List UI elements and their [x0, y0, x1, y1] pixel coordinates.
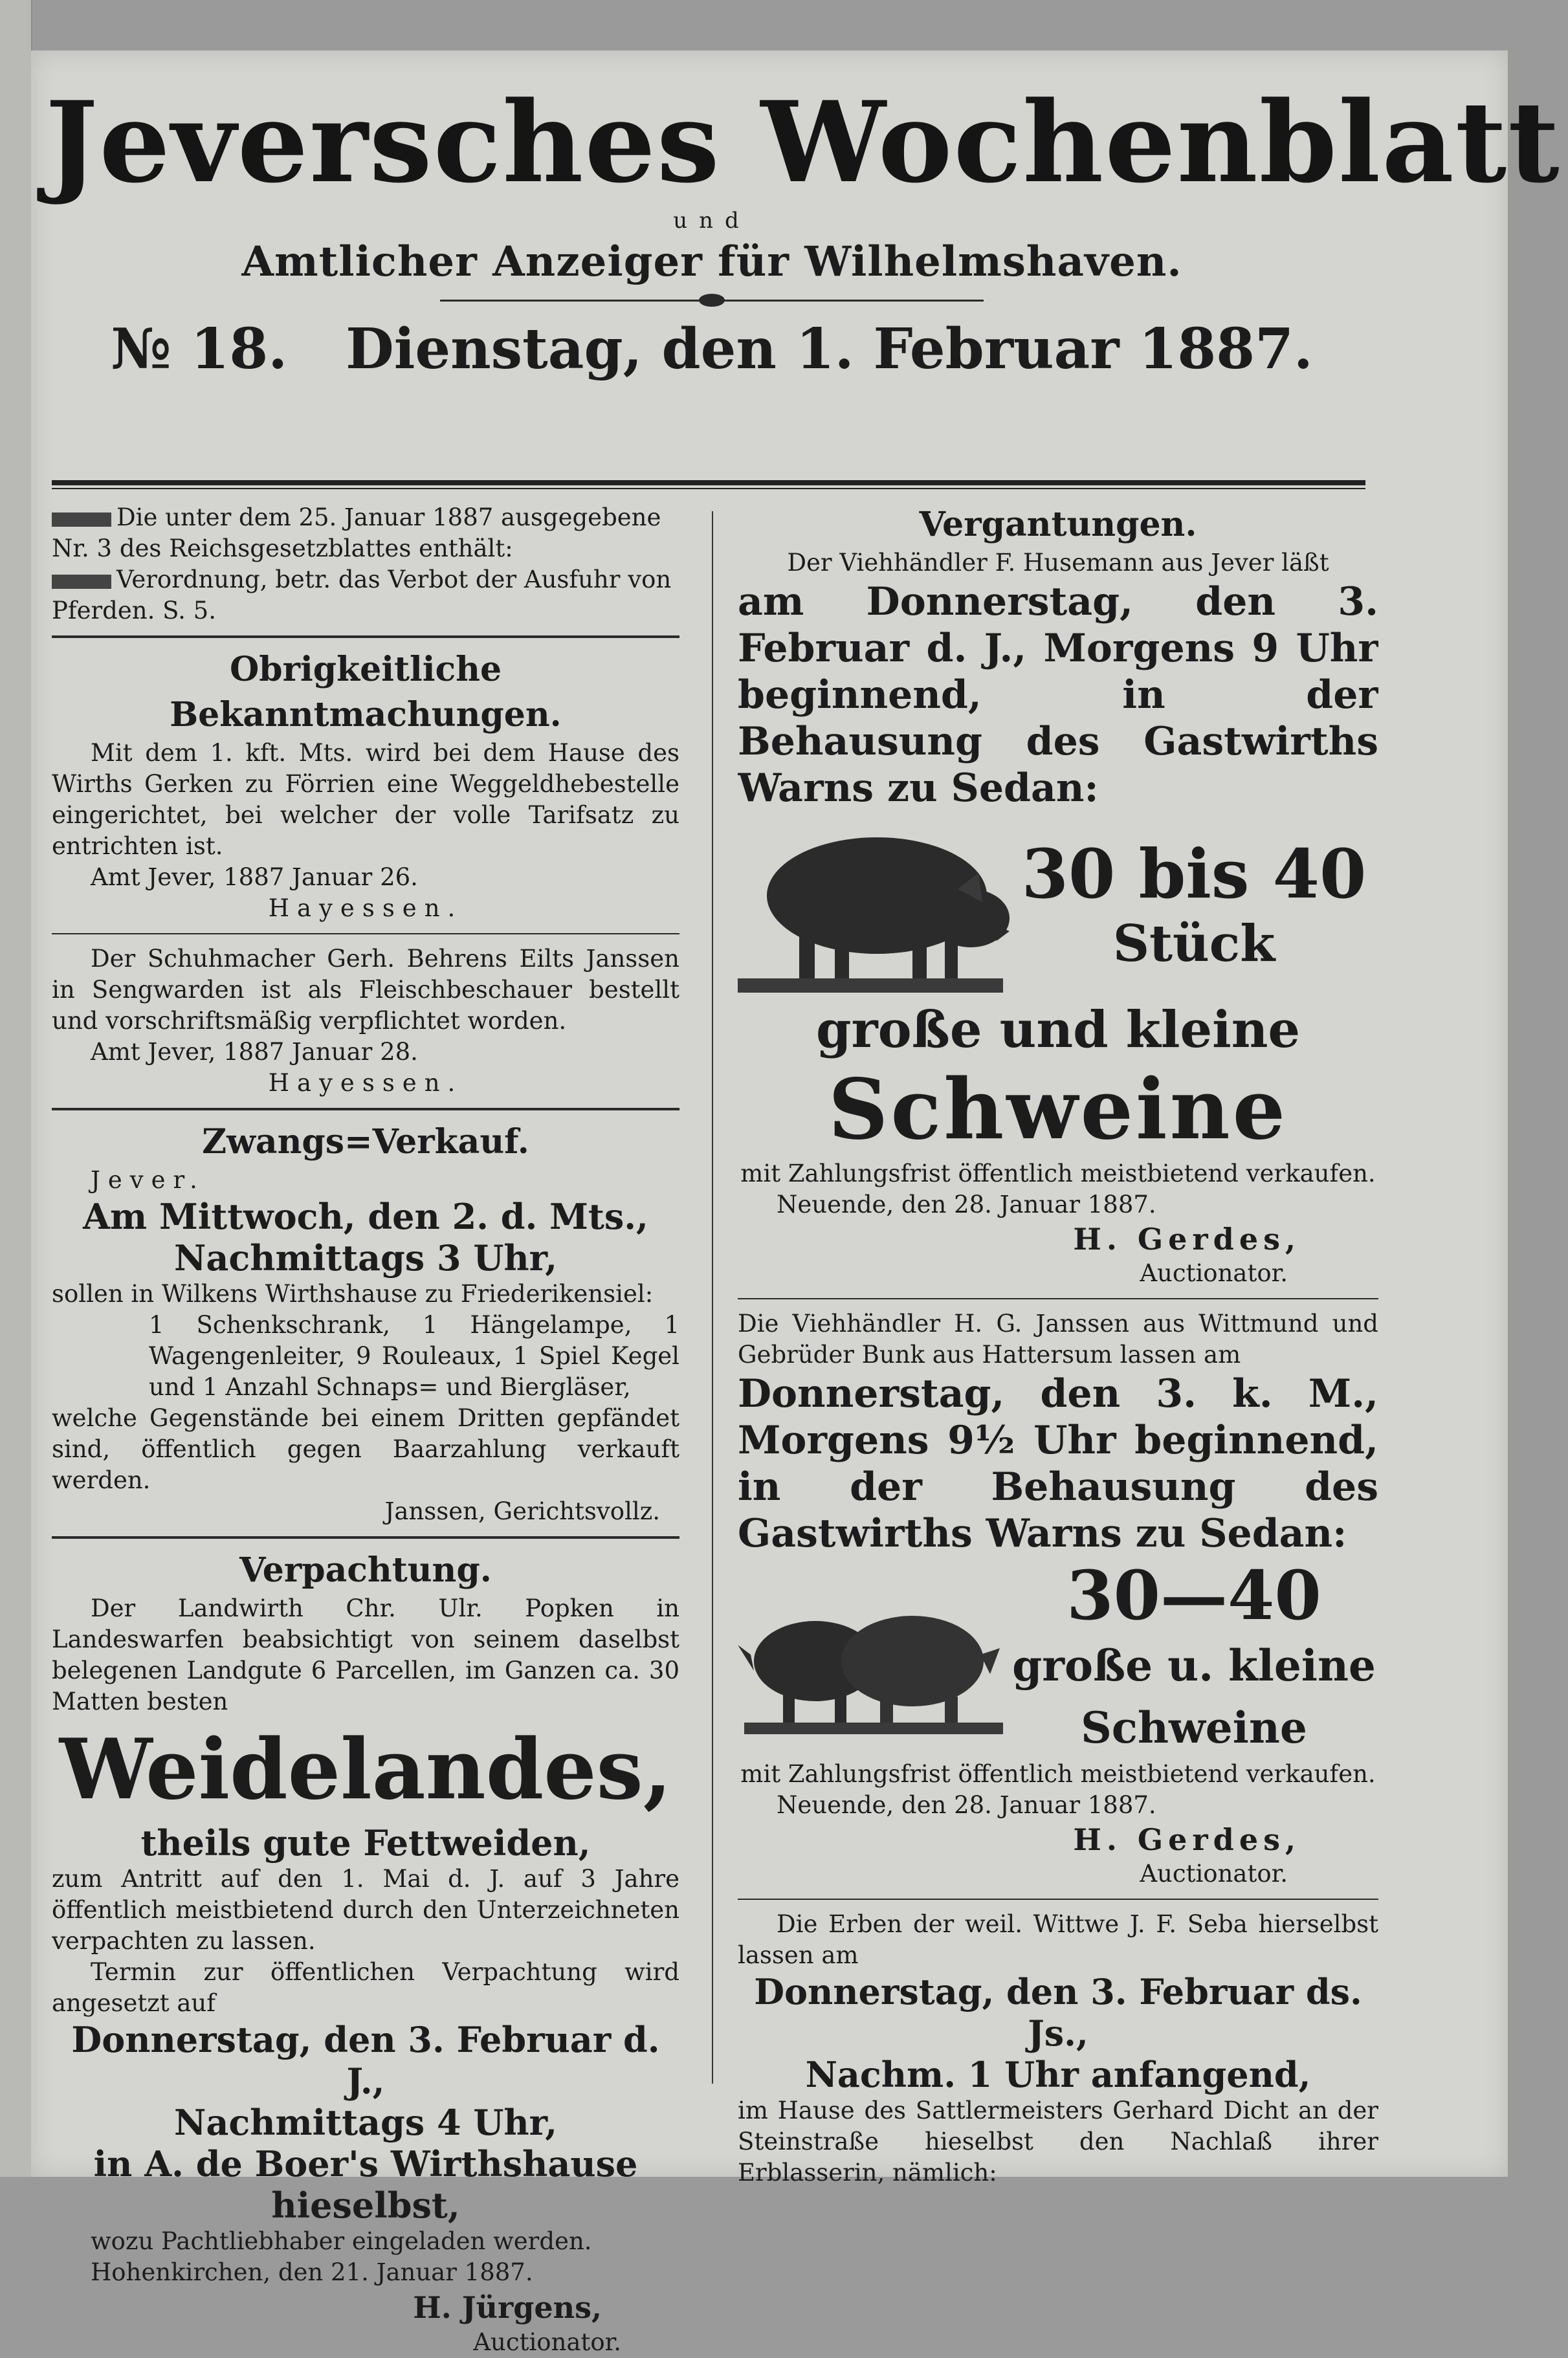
- notice-signature: Hayessen.: [268, 894, 463, 922]
- sale-text: sollen in Wilkens Wirthshause zu Friederikensiel:: [52, 1280, 654, 1308]
- left-column: [52, 502, 679, 2358]
- pig-count: 30 bis 40: [1021, 834, 1367, 914]
- lease-text: Termin zur öffentlichen Verpachtung wird angesetzt auf: [52, 1958, 679, 2017]
- newspaper-title: Jeversches Wochenblatt: [45, 76, 1561, 208]
- sale-time: Nachmittags 3 Uhr,: [173, 1237, 558, 1279]
- notice-text: Mit dem 1. kft. Mts. wird bei dem Hause des Wirths Gerken zu Förrien eine Weggeldhebestelle eingerichtet, bei welcher der volle Tarifsatz zu entrichten ist.: [52, 739, 679, 860]
- sale-items: 1 Schenkschrank, 1 Hängelampe, 1 Wagengenleiter, 9 Rouleaux, 1 Spiel Kegel und 1 Anzahl Schnaps= und Biergläser,: [149, 1311, 679, 1401]
- estate-date: Donnerstag, den 3. Februar ds. Js.,: [754, 1971, 1362, 2054]
- auction-text: Der Viehhändler F. Husemann aus Jever läßt: [787, 549, 1329, 577]
- estate-text: im Hause des Sattlermeisters Gerhard Dicht an der Steinstraße hieselbst den Nachlaß ihrer Erblasserin, nämlich:: [738, 2097, 1378, 2187]
- section-rule: [52, 1108, 679, 1110]
- section-rule: [738, 1298, 1378, 1299]
- masthead: [45, 76, 1561, 414]
- pig-count: 30—40: [1066, 1556, 1321, 1635]
- issue-line: [45, 311, 1378, 388]
- section-rule: [52, 933, 679, 934]
- notice-line: Verordnung, betr. das Verbot der Ausfuhr von: [52, 564, 679, 595]
- lease-venue: in A. de Boer's Wirthshause hieselbst,: [93, 2143, 638, 2226]
- notice-signature: Hayessen.: [268, 1069, 463, 1097]
- auction-lead: Donnerstag, den 3. k. M., Morgens 9½ Uhr beginnend, in der Behausung des Gastwirths Warns zu Sedan:: [738, 1371, 1378, 1556]
- auction-role: Auctionator.: [1140, 1860, 1288, 1888]
- auction-signature: H. Gerdes,: [1073, 1222, 1301, 1257]
- pig-ad-text: [1010, 1557, 1378, 1759]
- pointing-hand-icon: [52, 575, 111, 589]
- auction-place: Neuende, den 28. Januar 1887.: [777, 1791, 1156, 1819]
- lease-signature: H. Jürgens,: [413, 2290, 602, 2325]
- pig-ad-row: [738, 811, 1378, 999]
- lease-text: Der Landwirth Chr. Ulr. Popken in Landeswarfen beabsichtigt von seinem daselbst belegenen Landgute 6 Parcellen, im Ganzen ca. 30 Matten besten: [52, 1594, 679, 1715]
- sale-signature: Janssen, Gerichtsvollz.: [384, 1497, 660, 1525]
- issue-number: № 18.: [111, 316, 288, 382]
- section-heading: Vergantungen.: [919, 505, 1197, 544]
- newspaper-subtitle: Amtlicher Anzeiger für Wilhelmshaven.: [241, 237, 1182, 286]
- pointing-hand-icon: [52, 512, 111, 527]
- lease-text: zum Antritt auf den 1. Mai d. J. auf 3 Jahre öffentlich meistbietend durch den Unterzeichneten verpachten zu lassen.: [52, 1865, 679, 1955]
- section-rule: [52, 1536, 679, 1539]
- section-heading: Zwangs=Verkauf.: [202, 1122, 529, 1162]
- book-spine: [0, 0, 32, 2177]
- sale-place: Jever.: [91, 1166, 205, 1194]
- pig-size: große u. kleine: [1012, 1640, 1376, 1691]
- pigs-illustration: [738, 1564, 1010, 1752]
- masthead-und: und: [673, 208, 751, 234]
- notice-line: Pferden. S. 5.: [52, 597, 216, 624]
- lease-role: Auctionator.: [473, 2328, 621, 2356]
- lease-headline: Weidelandes,: [59, 1721, 672, 1818]
- auction-place: Neuende, den 28. Januar 1887.: [777, 1191, 1156, 1218]
- auction-text: mit Zahlungsfrist öffentlich meistbietend verkaufen.: [740, 1160, 1376, 1187]
- section-heading: Verpachtung.: [239, 1550, 492, 1590]
- issue-date: Dienstag, den 1. Februar 1887.: [346, 316, 1313, 382]
- estate-time: Nachm. 1 Uhr anfangend,: [805, 2054, 1311, 2095]
- lease-date: Donnerstag, den 3. Februar d. J.,: [71, 2019, 660, 2102]
- section-rule: [738, 1899, 1378, 1900]
- auction-role: Auctionator.: [1140, 1259, 1288, 1287]
- sale-date: Am Mittwoch, den 2. d. Mts.,: [83, 1196, 648, 1237]
- pig-ad-row: [738, 1557, 1378, 1759]
- notice-line: Nr. 3 des Reichsgesetzblattes enthält:: [52, 534, 513, 562]
- lease-subheadline: theils gute Fettweiden,: [140, 1822, 591, 1864]
- auction-text: Die Viehhändler H. G. Janssen aus Wittmund und Gebrüder Bunk aus Hattersum lassen am: [738, 1310, 1378, 1369]
- ornament-divider: [440, 294, 984, 307]
- column-divider: [712, 511, 713, 2084]
- pig-unit: Stück: [1112, 914, 1275, 973]
- masthead-rule: [52, 480, 1365, 485]
- lease-time: Nachmittags 4 Uhr,: [173, 2102, 558, 2143]
- notice-place: Amt Jever, 1887 Januar 28.: [91, 1038, 418, 1066]
- pig-size: große und kleine: [815, 1000, 1301, 1059]
- section-rule: [52, 635, 679, 638]
- notice-place: Amt Jever, 1887 Januar 26.: [91, 863, 418, 891]
- masthead-rule-thin: [52, 488, 1365, 489]
- pig-headline: Schweine: [1081, 1702, 1307, 1753]
- pig-illustration: [738, 811, 1010, 999]
- sale-text: welche Gegenstände bei einem Dritten gepfändet sind, öffentlich gegen Baarzahlung verkauft werden.: [52, 1404, 679, 1494]
- auction-signature: H. Gerdes,: [1073, 1822, 1301, 1857]
- auction-lead: am Donnerstag, den 3. Februar d. J., Morgens 9 Uhr beginnend, in der Behausung des Gastwirths Warns zu Sedan:: [738, 579, 1378, 811]
- notice-text: Der Schuhmacher Gerh. Behrens Eilts Janssen in Sengwarden ist als Fleischbeschauer bestellt und vorschriftsmäßig verpflichtet worden.: [52, 945, 679, 1035]
- notice-line: Die unter dem 25. Januar 1887 ausgegebene: [52, 502, 679, 533]
- estate-text: Die Erben der weil. Wittwe J. F. Seba hierselbst lassen am: [738, 1910, 1378, 1969]
- right-column: [738, 502, 1378, 2188]
- section-heading: Obrigkeitliche Bekanntmachungen.: [170, 650, 562, 734]
- auction-text: mit Zahlungsfrist öffentlich meistbietend verkaufen.: [740, 1760, 1376, 1788]
- lease-place: Hohenkirchen, den 21. Januar 1887.: [91, 2258, 533, 2286]
- pig-headline: Schweine: [828, 1061, 1288, 1158]
- lease-text: wozu Pachtliebhaber eingeladen werden.: [91, 2227, 592, 2255]
- pig-ad-text: [1010, 835, 1378, 975]
